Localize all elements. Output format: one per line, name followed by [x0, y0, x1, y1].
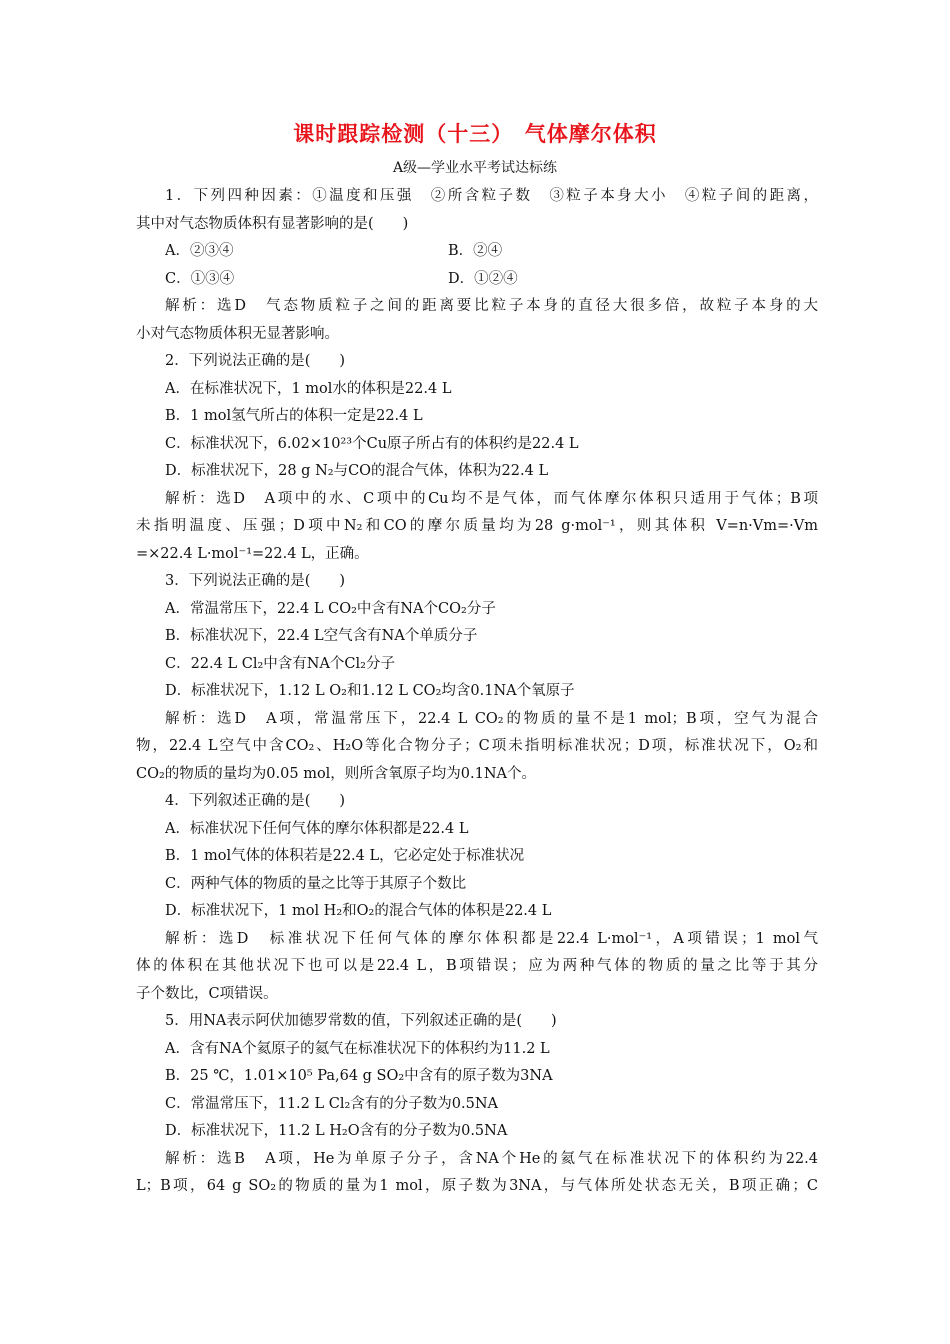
text-line: C．22.4 L Cl₂中含有NA个Cl₂分子 [165, 655, 395, 672]
text-line: A．含有NA个氦原子的氦气在标准状况下的体积约为11.2 L [165, 1040, 550, 1057]
text-line: 解析：选D A项，常温常压下，22.4 L CO₂的物质的量不是1 mol；B项，空气为混合 [165, 710, 818, 727]
text-line: 1．下列四种因素：①温度和压强 ②所含粒子数 ③粒子本身大小 ④粒子间的距离， [165, 188, 818, 204]
text-line: 未指明温度、压强；D项中N₂和CO的摩尔质量均为28 g·mol⁻¹，则其体积 V=n·Vm=·Vm [136, 518, 818, 534]
text-line: CO₂的物质的量均为0.05 mol，则所含氧原子均为0.1NA个。 [136, 765, 537, 782]
text-line: B．1 mol氢气所占的体积一定是22.4 L [165, 408, 423, 424]
text-line: B．标准状况下，22.4 L空气含有NA个单质分子 [165, 628, 478, 644]
text-line: 3．下列说法正确的是( ) [165, 573, 346, 589]
text-line: 物，22.4 L空气中含CO₂、H₂O等化合物分子；C项未指明标准状况；D项，标准状况下，O₂和 [136, 738, 818, 754]
text-line: D．标准状况下，1 mol H₂和O₂的混合气体的体积是22.4 L [165, 903, 552, 919]
page-title: 课时跟踪检测（十三） 气体摩尔体积 [293, 121, 657, 146]
text-line: 解析：选D 气态物质粒子之间的距离要比粒子本身的直径大很多倍，故粒子本身的大 [165, 298, 818, 314]
text-line: 解析：选D 标准状况下任何气体的摩尔体积都是22.4 L·mol⁻¹，A项错误；1 mol气 [165, 930, 818, 947]
text-line: B．25 ℃，1.01×10⁵ Pa,64 g SO₂中含有的原子数为3NA [165, 1068, 553, 1084]
text-line: A．在标准状况下，1 mol水的体积是22.4 L [165, 380, 452, 397]
text-line: C．常温常压下，11.2 L Cl₂含有的分子数为0.5NA [165, 1095, 498, 1112]
text-line: A．标准状况下任何气体的摩尔体积都是22.4 L [165, 820, 469, 837]
text-line: D．标准状况下，1.12 L O₂和1.12 L CO₂均含0.1NA个氧原子 [165, 683, 575, 699]
text-line: 2．下列说法正确的是( ) [165, 353, 346, 369]
text-line: 5．用NA表示阿伏加德罗常数的值，下列叙述正确的是( ) [165, 1013, 557, 1029]
text-line: 解析：选D A项中的水、C项中的Cu均不是气体，而气体摩尔体积只适用于气体；B项 [165, 490, 818, 507]
text-line: 子个数比，C项错误。 [136, 985, 278, 1002]
text-line: B．1 mol气体的体积若是22.4 L，它必定处于标准状况 [165, 848, 525, 864]
option-right-column: D．①②④ [448, 270, 518, 287]
text-line: C．两种气体的物质的量之比等于其原子个数比 [165, 875, 467, 892]
text-line: D．标准状况下，11.2 L H₂O含有的分子数为0.5NA [165, 1123, 508, 1139]
text-line: C．标准状况下，6.02×10²³个Cu原子所占有的体积约是22.4 L [165, 435, 579, 452]
text-line: C．①③④ [165, 270, 235, 287]
text-line: 其中对气态物质体积有显著影响的是( ) [136, 215, 409, 232]
text-line: 4．下列叙述正确的是( ) [165, 793, 346, 809]
text-line: D．标准状况下，28 g N₂与CO的混合气体，体积为22.4 L [165, 463, 549, 479]
text-line: 小对气态物质体积无显著影响。 [136, 325, 339, 342]
text-line: =×22.4 L·mol⁻¹=22.4 L，正确。 [136, 545, 369, 562]
text-line: 解析：选B A项，He为单原子分子，含NA个He的氦气在标准状况下的体积约为22.4 [165, 1150, 818, 1167]
text-line: A．②③④ [165, 243, 234, 259]
text-line: L；B项，64 g SO₂的物质的量为1 mol，原子数为3NA，与气体所处状态无关，B项正确；C [136, 1178, 818, 1194]
text-line: 体的体积在其他状况下也可以是22.4 L，B项错误；应为两种气体的物质的量之比等于其分 [136, 958, 818, 974]
text-line: A．常温常压下，22.4 L CO₂中含有NA个CO₂分子 [165, 600, 496, 617]
section-subtitle: A级—学业水平考试达标练 [392, 160, 558, 176]
option-right-column: B．②④ [448, 243, 503, 259]
